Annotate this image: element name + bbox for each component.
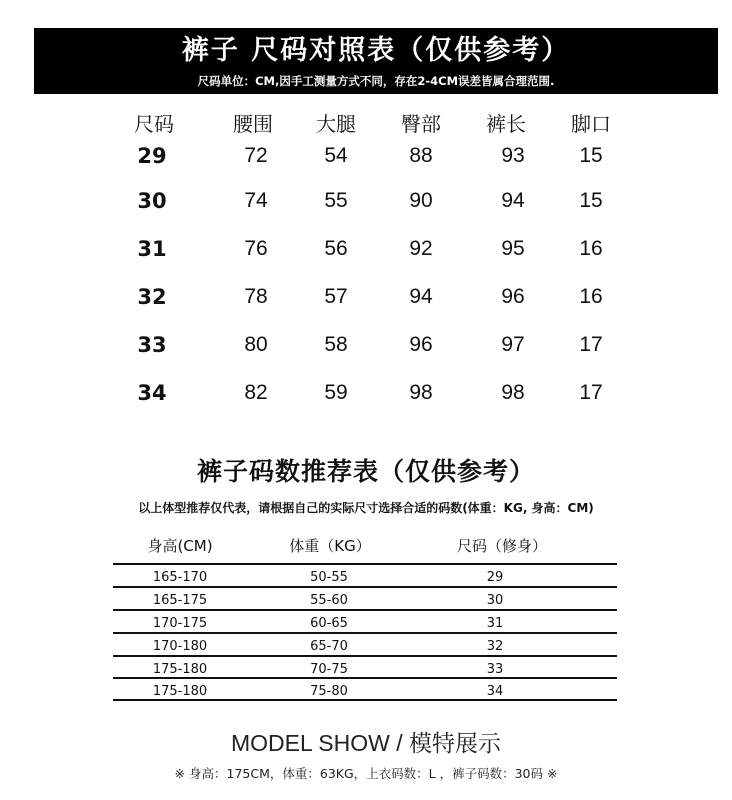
cell-length: 97 (501, 333, 525, 356)
header-height: 身高(CM) (147, 537, 213, 555)
cell-thigh: 57 (324, 285, 348, 308)
cell-leg-opening: 17 (579, 333, 603, 356)
cell-thigh: 55 (324, 189, 348, 212)
cell-length: 94 (501, 189, 525, 212)
cell-leg-opening: 16 (579, 237, 603, 260)
cell-fit-size: 31 (486, 616, 504, 631)
header-fit-size: 尺码（修身） (456, 537, 548, 555)
cell-leg-opening: 15 (579, 189, 603, 212)
cell-hip: 94 (409, 285, 433, 308)
cell-height: 175-180 (152, 684, 208, 699)
cell-size: 31 (137, 237, 167, 261)
cell-waist: 72 (244, 144, 268, 167)
cell-size: 30 (137, 189, 167, 213)
cell-thigh: 58 (324, 333, 348, 356)
recommend-title: 裤子码数推荐表（仅供参考） (196, 457, 535, 486)
cell-thigh: 56 (324, 237, 348, 260)
recommend-row (113, 563, 617, 587)
title-banner (34, 28, 718, 94)
recommend-row (113, 655, 617, 679)
cell-fit-size: 34 (486, 684, 504, 699)
size-chart-header (0, 108, 732, 138)
cell-hip: 90 (409, 189, 433, 212)
cell-waist: 82 (244, 381, 268, 404)
cell-hip: 92 (409, 237, 433, 260)
cell-size: 32 (137, 285, 167, 309)
recommend-row (113, 586, 617, 610)
cell-size: 34 (137, 381, 167, 405)
recommend-row (113, 609, 617, 633)
header-size: 尺码 (134, 112, 174, 136)
recommend-note: 以上体型推荐仅代表，请根据自己的实际尺寸选择合适的码数(体重：KG, 身高：CM) (138, 501, 594, 515)
cell-thigh: 54 (324, 144, 348, 167)
cell-weight: 75-80 (310, 684, 348, 699)
size-chart-row (0, 189, 732, 219)
cell-length: 95 (501, 237, 525, 260)
cell-length: 98 (501, 381, 525, 404)
cell-weight: 55-60 (310, 593, 348, 608)
header-waist: 腰围 (233, 112, 273, 136)
header-weight: 体重（KG） (289, 537, 371, 555)
header-hip: 臀部 (401, 112, 441, 136)
cell-fit-size: 30 (486, 593, 504, 608)
cell-height: 170-180 (152, 639, 208, 654)
cell-waist: 80 (244, 333, 268, 356)
cell-leg-opening: 15 (579, 144, 603, 167)
cell-waist: 76 (244, 237, 268, 260)
cell-weight: 60-65 (310, 616, 348, 631)
model-info: ※ 身高：175CM，体重：63KG，上衣码数：L ，裤子码数：30码 ※ (174, 766, 558, 781)
size-chart-row (0, 144, 732, 174)
cell-fit-size: 33 (486, 662, 504, 677)
header-length: 裤长 (486, 112, 526, 136)
size-chart-row (0, 381, 732, 411)
size-chart-subtitle: 尺码单位：CM,因手工测量方式不同，存在2-4CM误差皆属合理范围. (197, 74, 555, 88)
header-leg-opening: 脚口 (571, 112, 611, 136)
cell-hip: 88 (409, 144, 433, 167)
recommend-row (113, 677, 617, 701)
model-show-title: MODEL SHOW / 模特展示 (230, 730, 502, 756)
cell-length: 93 (501, 144, 525, 167)
cell-height: 165-170 (152, 570, 208, 585)
cell-size: 29 (137, 144, 167, 168)
size-chart-row (0, 237, 732, 267)
cell-height: 170-175 (152, 616, 208, 631)
recommend-row (113, 632, 617, 656)
cell-leg-opening: 16 (579, 285, 603, 308)
size-chart-title: 裤子 尺码对照表（仅供参考） (181, 35, 571, 66)
cell-waist: 74 (244, 189, 268, 212)
header-thigh: 大腿 (316, 112, 356, 136)
cell-height: 165-175 (152, 593, 208, 608)
cell-weight: 50-55 (310, 570, 348, 585)
cell-thigh: 59 (324, 381, 348, 404)
cell-weight: 70-75 (310, 662, 348, 677)
cell-leg-opening: 17 (579, 381, 603, 404)
cell-size: 33 (137, 333, 167, 357)
cell-hip: 98 (409, 381, 433, 404)
size-chart-row (0, 285, 732, 315)
cell-fit-size: 32 (486, 639, 504, 654)
recommend-header (0, 535, 732, 559)
cell-hip: 96 (409, 333, 433, 356)
cell-length: 96 (501, 285, 525, 308)
recommend-table-bottom-rule (113, 699, 617, 701)
cell-waist: 78 (244, 285, 268, 308)
size-chart-row (0, 333, 732, 363)
cell-fit-size: 29 (486, 570, 504, 585)
cell-weight: 65-70 (310, 639, 348, 654)
cell-height: 175-180 (152, 662, 208, 677)
